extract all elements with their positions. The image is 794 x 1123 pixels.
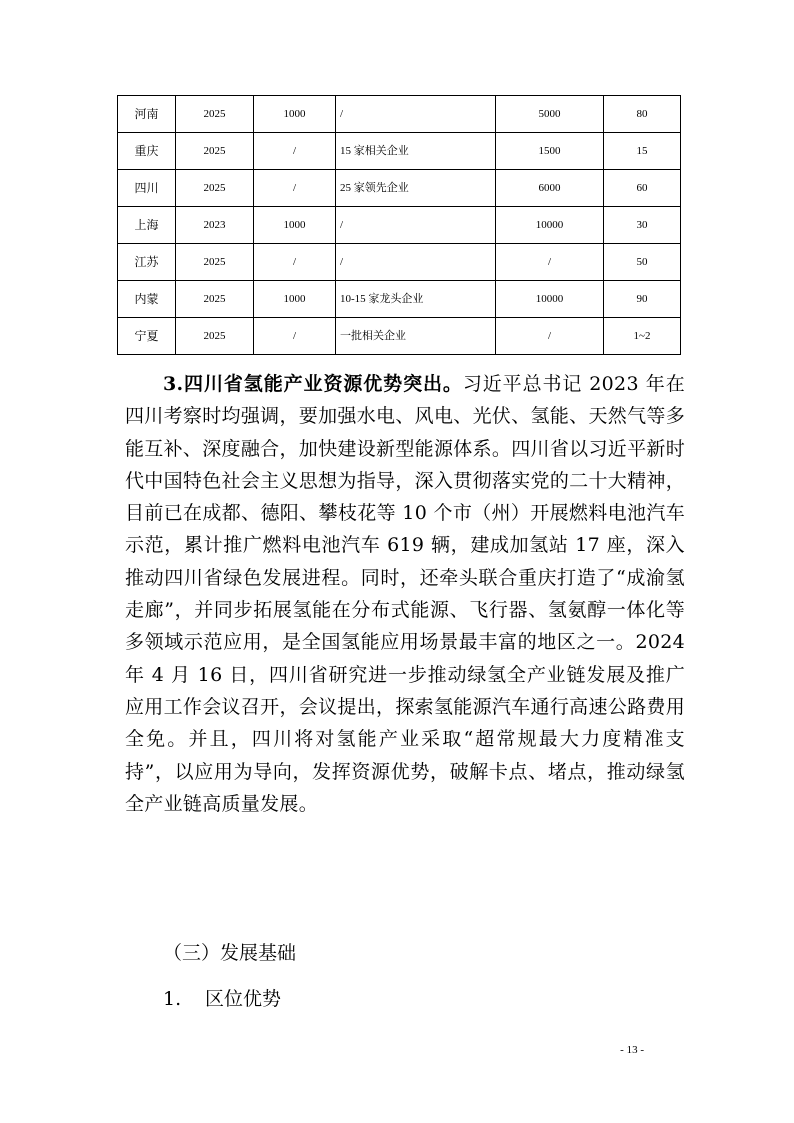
- page-number: - 13 -: [620, 1044, 644, 1056]
- table-cell: /: [254, 318, 336, 355]
- table-cell: 30: [604, 207, 681, 244]
- table-row: [118, 244, 681, 281]
- table-cell: /: [496, 318, 604, 355]
- table-cell: 一批相关企业: [336, 318, 496, 355]
- table-cell: 2025: [176, 133, 254, 170]
- table-cell: 2025: [176, 318, 254, 355]
- table-cell-region: 河南: [118, 96, 176, 133]
- body-paragraph-block: [125, 368, 685, 820]
- paragraph-lead: 3.四川省氢能产业资源优势突出。: [163, 373, 463, 395]
- table-cell-region: 四川: [118, 170, 176, 207]
- table-cell: 2025: [176, 170, 254, 207]
- table-cell: 10000: [496, 207, 604, 244]
- table-cell: 25 家领先企业: [336, 170, 496, 207]
- table-cell: /: [336, 207, 496, 244]
- table-row: [118, 96, 681, 133]
- table-cell-region: 重庆: [118, 133, 176, 170]
- paragraph-sichuan-advantage: [125, 368, 685, 820]
- table-cell: 5000: [496, 96, 604, 133]
- table-cell-region: 上海: [118, 207, 176, 244]
- table-cell: 60: [604, 170, 681, 207]
- table-cell: /: [336, 96, 496, 133]
- section-heading: （三）发展基础: [163, 942, 297, 964]
- table-cell: 1000: [254, 281, 336, 318]
- table-cell: /: [254, 133, 336, 170]
- paragraph-text: 习近平总书记 2023 年在四川考察时均强调，要加强水电、风电、光伏、氢能、天然气等多能互补、深度融合，加快建设新型能源体系。四川省以习近平新时代中国特色社会主义思想为指导，深入贯彻落实党的二十大精神，目前已在成都、德阳、攀枝花等 10 个市（州）开展燃料电池汽车示范，累计推广燃料电池汽车 619 辆，建成加氢站 17 座，深入推动四川省绿色发展进程。同时，还牵头联合重庆打造了“成渝氢走廊”，并同步拓展氢能在分布式能源、飞行器、氢氨醇一体化等多领域示范应用，是全国氢能应用场景最丰富的地区之一。2024 年 4 月 16 日，四川省研究进一步推动绿氢全产业链发展及推广应用工作会议召开，会议提出，探索氢能源汽车通行高速公路费用全免。并且，四川将对氢能产业采取“超常规最大力度精准支持”，以应用为导向，发挥资源优势，破解卡点、堵点，推动绿氢全产业链高质量发展。: [125, 373, 685, 815]
- table-cell: 1500: [496, 133, 604, 170]
- table-cell: 2025: [176, 96, 254, 133]
- table-cell: 50: [604, 244, 681, 281]
- table-cell: 10-15 家龙头企业: [336, 281, 496, 318]
- subheading-number: 1.: [163, 988, 182, 1010]
- table-row: [118, 207, 681, 244]
- table-cell: 1000: [254, 207, 336, 244]
- subheading-title: 区位优势: [205, 988, 282, 1010]
- table-cell: /: [254, 244, 336, 281]
- table-cell: 2025: [176, 244, 254, 281]
- table-cell: 10000: [496, 281, 604, 318]
- table-cell-region: 江苏: [118, 244, 176, 281]
- table-row: [118, 318, 681, 355]
- table-cell: 80: [604, 96, 681, 133]
- table-row: [118, 281, 681, 318]
- table-cell: 1000: [254, 96, 336, 133]
- table-row: [118, 170, 681, 207]
- table-cell: /: [496, 244, 604, 281]
- table-cell: /: [336, 244, 496, 281]
- table-cell: /: [254, 170, 336, 207]
- table-cell: 15 家相关企业: [336, 133, 496, 170]
- hydrogen-targets-table: [117, 95, 681, 355]
- subheading: [163, 990, 281, 1009]
- table-row: [118, 133, 681, 170]
- table-cell: 6000: [496, 170, 604, 207]
- table-cell: 1~2: [604, 318, 681, 355]
- table-cell: 2023: [176, 207, 254, 244]
- table-cell-region: 内蒙: [118, 281, 176, 318]
- table-cell: 90: [604, 281, 681, 318]
- table-cell: 2025: [176, 281, 254, 318]
- table-cell-region: 宁夏: [118, 318, 176, 355]
- table-cell: 15: [604, 133, 681, 170]
